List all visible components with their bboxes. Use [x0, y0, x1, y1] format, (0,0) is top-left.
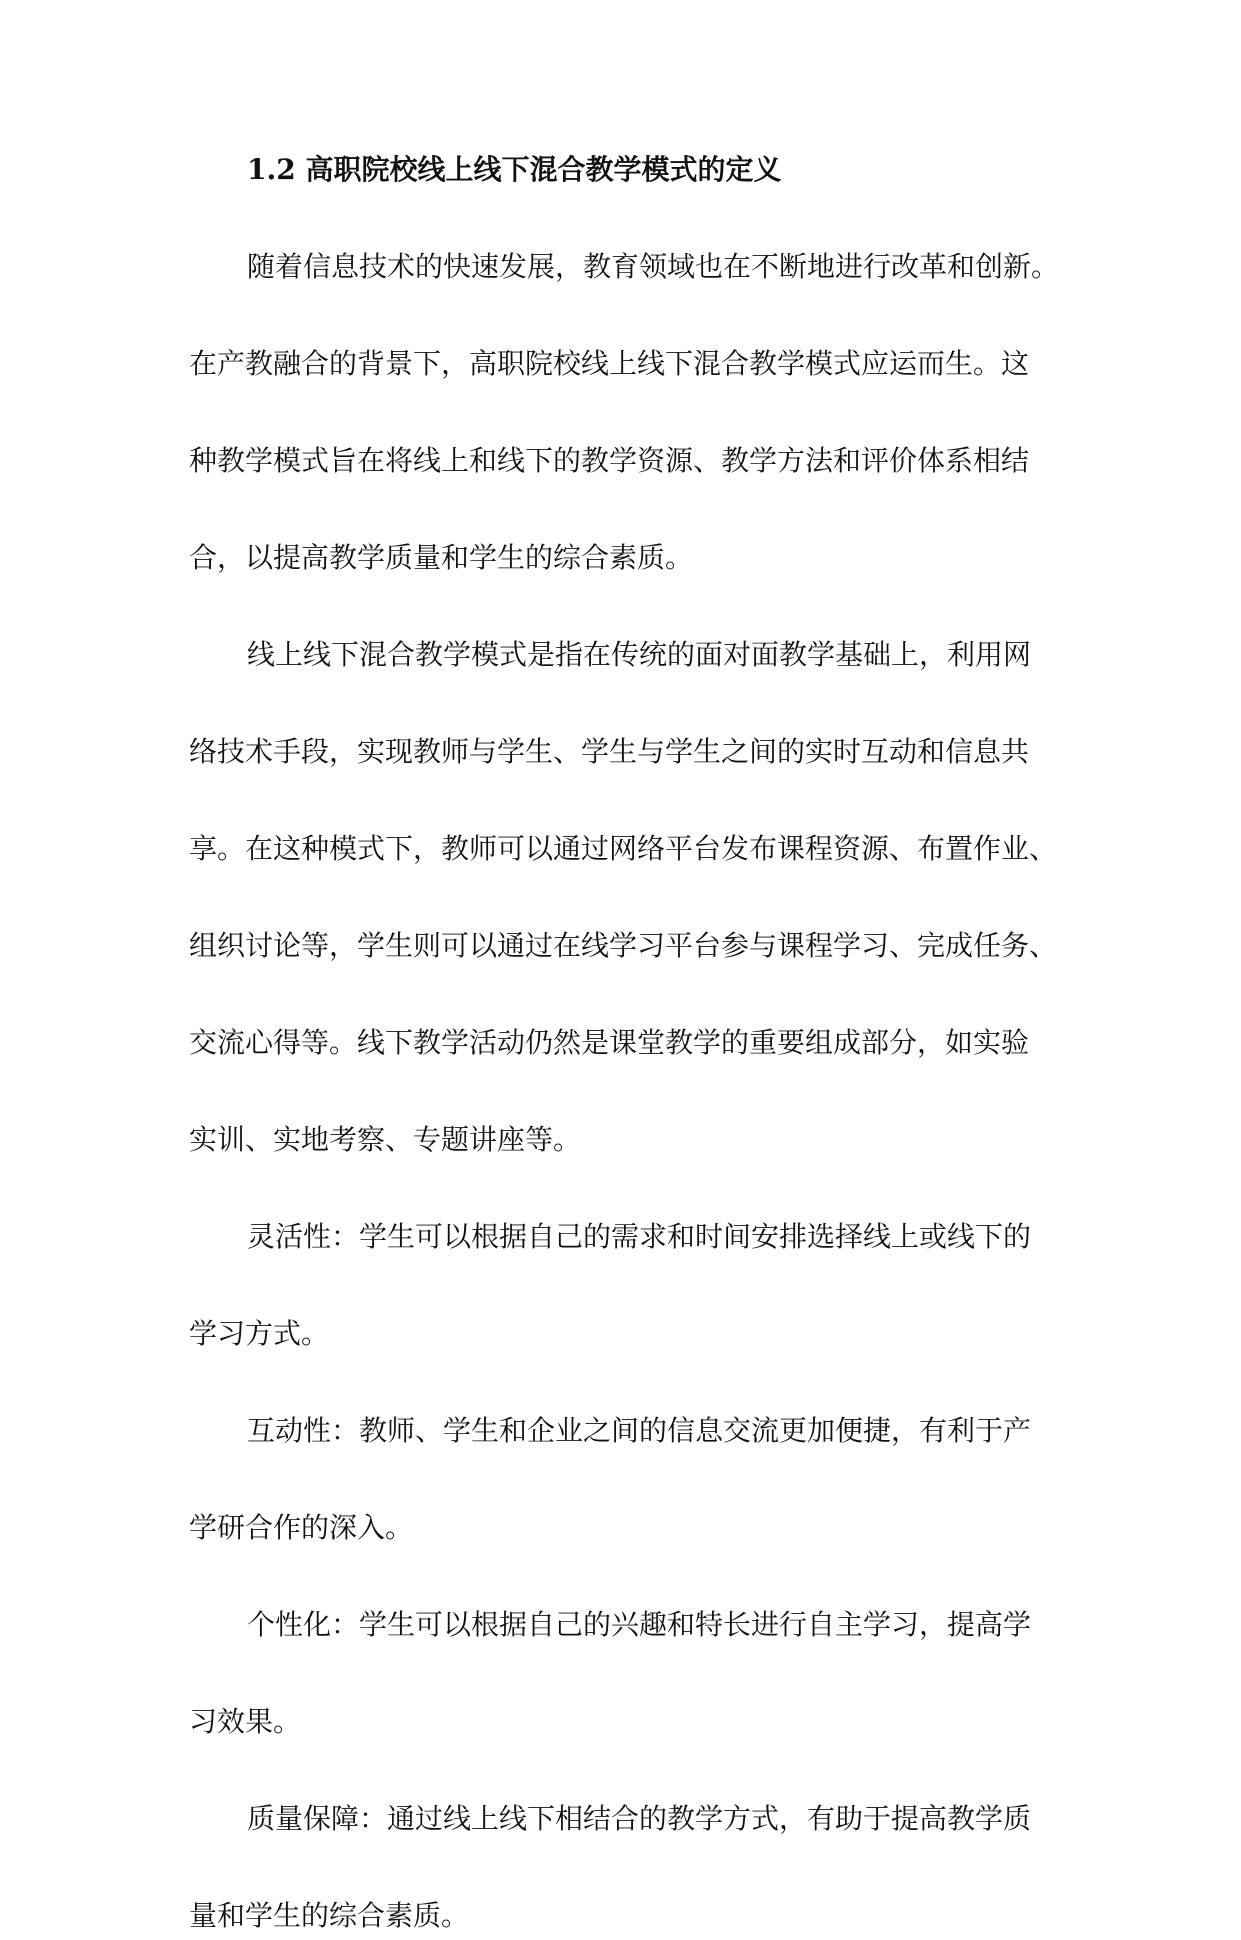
paragraph-line: 学研合作的深入。 [189, 1511, 414, 1544]
spacer [189, 1649, 1059, 1698]
spacer [189, 485, 1059, 534]
spacer [189, 194, 1059, 243]
spacer [189, 873, 1059, 922]
section-heading: 1.2 高职院校线上线下混合教学模式的定义 [247, 153, 782, 186]
paragraph-line: 享。在这种模式下，教师可以通过网络平台发布课程资源、布置作业、 [189, 832, 1058, 865]
paragraph-line: 合，以提高教学质量和学生的综合素质。 [189, 541, 694, 574]
paragraph-line: 灵活性：学生可以根据自己的需求和时间安排选择线上或线下的 [247, 1220, 1032, 1253]
spacer [189, 1067, 1059, 1116]
spacer [189, 1552, 1059, 1601]
spacer [189, 1843, 1059, 1892]
document-body [189, 146, 1059, 1940]
paragraph-line: 量和学生的综合素质。 [189, 1899, 470, 1932]
paragraph-line: 络技术手段，实现教师与学生、学生与学生之间的实时互动和信息共 [189, 735, 1030, 768]
paragraph-line: 个性化：学生可以根据自己的兴趣和特长进行自主学习，提高学 [247, 1608, 1032, 1641]
paragraph-line: 线上线下混合教学模式是指在传统的面对面教学基础上，利用网 [247, 638, 1032, 671]
paragraph-line: 在产教融合的背景下，高职院校线上线下混合教学模式应运而生。这 [189, 347, 1030, 380]
spacer [189, 679, 1059, 728]
spacer [189, 776, 1059, 825]
paragraph-line: 组织讨论等，学生则可以通过在线学习平台参与课程学习、完成任务、 [189, 929, 1058, 962]
paragraph-line: 种教学模式旨在将线上和线下的教学资源、教学方法和评价体系相结 [189, 444, 1030, 477]
paragraph-line: 交流心得等。线下教学活动仍然是课堂教学的重要组成部分，如实验 [189, 1026, 1030, 1059]
spacer [189, 291, 1059, 340]
spacer [189, 1164, 1059, 1213]
spacer [189, 582, 1059, 631]
paragraph-quality-assurance [189, 1795, 1059, 1940]
paragraph-line: 质量保障：通过线上线下相结合的教学方式，有助于提高教学质 [247, 1802, 1032, 1835]
spacer [189, 970, 1059, 1019]
paragraph-interactivity [189, 1407, 1059, 1552]
paragraph-flexibility [189, 1213, 1059, 1358]
spacer [189, 388, 1059, 437]
paragraph-line: 随着信息技术的快速发展，教育领域也在不断地进行改革和创新。 [247, 250, 1059, 283]
paragraph-line: 学习方式。 [189, 1317, 330, 1350]
spacer [189, 1746, 1059, 1795]
paragraph-intro [189, 243, 1059, 582]
paragraph-personalization [189, 1601, 1059, 1746]
paragraph-line: 习效果。 [189, 1705, 302, 1738]
spacer [189, 1455, 1059, 1504]
paragraph-line: 实训、实地考察、专题讲座等。 [189, 1123, 582, 1156]
spacer [189, 1358, 1059, 1407]
spacer [189, 1261, 1059, 1310]
paragraph-line: 互动性：教师、学生和企业之间的信息交流更加便捷，有利于产 [247, 1414, 1032, 1447]
paragraph-definition [189, 631, 1059, 1164]
